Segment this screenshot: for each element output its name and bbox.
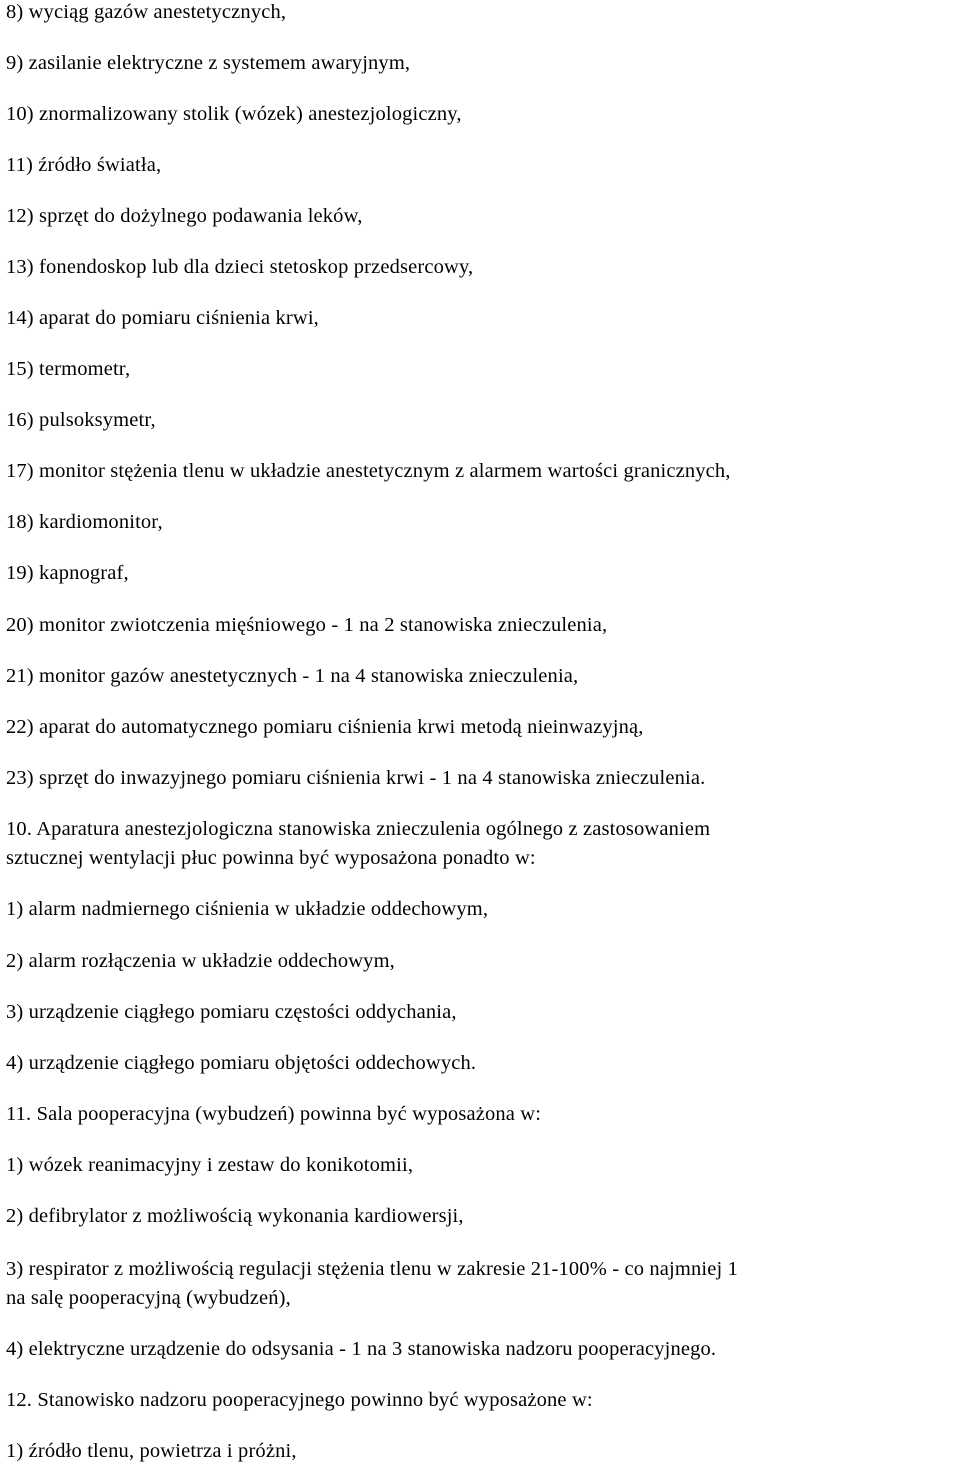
list-item-23: 23) sprzęt do inwazyjnego pomiaru ciśnienia krwi - 1 na 4 stanowiska znieczulenia. [6,767,706,789]
section-11-item-3-cont: na salę pooperacyjną (wybudzeń), [6,1287,291,1309]
section-12-heading: 12. Stanowisko nadzoru pooperacyjnego powinno być wyposażone w: [6,1389,593,1411]
section-10-heading-cont: sztucznej wentylacji płuc powinna być wyposażona ponadto w: [6,847,536,869]
section-12-item-1: 1) źródło tlenu, powietrza i próżni, [6,1440,297,1462]
list-item-13: 13) fonendoskop lub dla dzieci stetoskop przedsercowy, [6,256,474,278]
list-item-10: 10) znormalizowany stolik (wózek) anestezjologiczny, [6,103,462,125]
list-item-20: 20) monitor zwiotczenia mięśniowego - 1 na 2 stanowiska znieczulenia, [6,614,608,636]
list-item-12: 12) sprzęt do dożylnego podawania leków, [6,205,363,227]
list-item-21: 21) monitor gazów anestetycznych - 1 na 4 stanowiska znieczulenia, [6,665,579,687]
section-11-heading: 11. Sala pooperacyjna (wybudzeń) powinna być wyposażona w: [6,1103,542,1125]
list-item-14: 14) aparat do pomiaru ciśnienia krwi, [6,307,319,329]
list-item-15: 15) termometr, [6,358,131,380]
list-item-19: 19) kapnograf, [6,562,129,584]
section-11-item-3: 3) respirator z możliwością regulacji stężenia tlenu w zakresie 21-100% - co najmniej 1 [6,1258,738,1280]
list-item-17: 17) monitor stężenia tlenu w układzie anestetycznym z alarmem wartości granicznych, [6,460,731,482]
section-11-item-2: 2) defibrylator z możliwością wykonania kardiowersji, [6,1205,464,1227]
list-item-11: 11) źródło światła, [6,154,162,176]
list-item-9: 9) zasilanie elektryczne z systemem awaryjnym, [6,52,411,74]
section-10-item-3: 3) urządzenie ciągłego pomiaru częstości oddychania, [6,1001,457,1023]
list-item-22: 22) aparat do automatycznego pomiaru ciśnienia krwi metodą nieinwazyjną, [6,716,644,738]
section-11-item-1: 1) wózek reanimacyjny i zestaw do konikotomii, [6,1154,414,1176]
section-10-item-2: 2) alarm rozłączenia w układzie oddechowym, [6,950,395,972]
list-item-16: 16) pulsoksymetr, [6,409,156,431]
section-10-heading: 10. Aparatura anestezjologiczna stanowiska znieczulenia ogólnego z zastosowaniem [6,818,711,840]
section-11-item-4: 4) elektryczne urządzenie do odsysania - 1 na 3 stanowiska nadzoru pooperacyjnego. [6,1338,717,1360]
section-10-item-1: 1) alarm nadmiernego ciśnienia w układzie oddechowym, [6,898,489,920]
section-10-item-4: 4) urządzenie ciągłego pomiaru objętości oddechowych. [6,1052,477,1074]
list-item-8: 8) wyciąg gazów anestetycznych, [6,1,287,23]
list-item-18: 18) kardiomonitor, [6,511,163,533]
